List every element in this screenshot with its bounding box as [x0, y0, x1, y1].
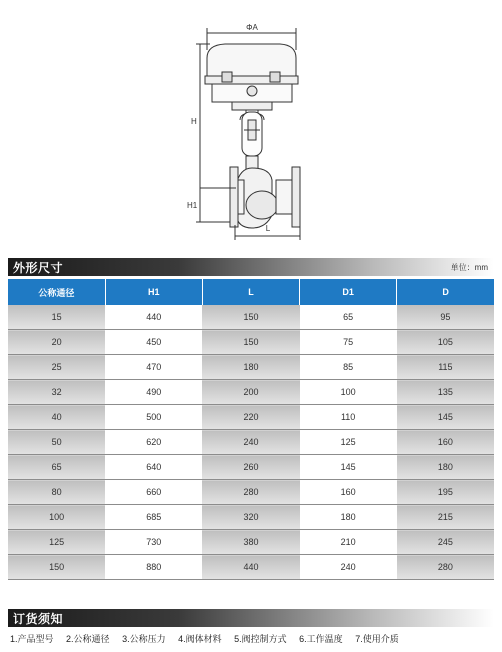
table-row — [8, 305, 494, 330]
order-section-title: 订货须知 — [13, 612, 64, 626]
outlet-flange — [292, 167, 300, 227]
cell-l: 220 — [202, 405, 299, 430]
cell-d1: 65 — [300, 305, 397, 330]
table-row — [8, 480, 494, 505]
order-item: 6.工作温度 — [299, 634, 343, 644]
cell-d1: 210 — [300, 530, 397, 555]
label-h1: H1 — [187, 201, 198, 210]
order-section-header — [8, 609, 494, 627]
cell-nominal-diameter: 32 — [8, 380, 105, 405]
cell-d1: 180 — [300, 505, 397, 530]
order-item: 4.阀体材料 — [178, 634, 222, 644]
column-header-h1: H1 — [105, 279, 202, 305]
table-row — [8, 405, 494, 430]
table-row — [8, 455, 494, 480]
cell-d: 95 — [397, 305, 494, 330]
cell-h1: 500 — [105, 405, 202, 430]
cell-nominal-diameter: 125 — [8, 530, 105, 555]
cell-h1: 470 — [105, 355, 202, 380]
cell-d1: 85 — [300, 355, 397, 380]
cell-l: 150 — [202, 330, 299, 355]
cell-nominal-diameter: 150 — [8, 555, 105, 580]
cell-nominal-diameter: 100 — [8, 505, 105, 530]
dimensions-table — [8, 279, 494, 580]
cell-d1: 240 — [300, 555, 397, 580]
order-item: 3.公称压力 — [122, 634, 166, 644]
order-items-list — [10, 632, 409, 645]
cell-nominal-diameter: 65 — [8, 455, 105, 480]
cell-h1: 450 — [105, 330, 202, 355]
column-header-nominal-diameter: 公称通径 — [8, 279, 105, 305]
cell-l: 200 — [202, 380, 299, 405]
cell-l: 280 — [202, 480, 299, 505]
actuator-indicator — [247, 86, 257, 96]
unit-note: 单位：mm — [450, 263, 488, 272]
cell-d: 135 — [397, 380, 494, 405]
cell-d1: 110 — [300, 405, 397, 430]
order-item: 7.使用介质 — [355, 634, 399, 644]
dimensions-section-title: 外形尺寸 — [13, 261, 64, 275]
cell-h1: 490 — [105, 380, 202, 405]
cell-nominal-diameter: 20 — [8, 330, 105, 355]
cell-h1: 620 — [105, 430, 202, 455]
column-header-l: L — [202, 279, 299, 305]
label-phi-a: ΦA — [246, 23, 258, 32]
cell-h1: 640 — [105, 455, 202, 480]
order-item: 1.产品型号 — [10, 634, 54, 644]
valve-technical-drawing — [0, 0, 502, 250]
label-l: L — [265, 224, 271, 233]
cell-d: 180 — [397, 455, 494, 480]
column-header-d: D — [397, 279, 494, 305]
table-row — [8, 380, 494, 405]
cell-d1: 75 — [300, 330, 397, 355]
actuator-rim — [205, 76, 298, 84]
cell-d: 105 — [397, 330, 494, 355]
cell-d1: 125 — [300, 430, 397, 455]
cell-nominal-diameter: 25 — [8, 355, 105, 380]
dimensions-section-header — [8, 258, 494, 276]
cell-d: 115 — [397, 355, 494, 380]
cell-d: 195 — [397, 480, 494, 505]
cell-l: 150 — [202, 305, 299, 330]
cell-l: 380 — [202, 530, 299, 555]
cell-l: 180 — [202, 355, 299, 380]
table-header-row — [8, 279, 494, 305]
order-item: 2.公称通径 — [66, 634, 110, 644]
cell-l: 240 — [202, 430, 299, 455]
table-row — [8, 430, 494, 455]
column-header-d1: D1 — [300, 279, 397, 305]
inlet-flange — [230, 167, 238, 227]
cell-h1: 730 — [105, 530, 202, 555]
cell-l: 320 — [202, 505, 299, 530]
actuator-cover — [207, 44, 296, 78]
cell-d: 145 — [397, 405, 494, 430]
cell-d: 215 — [397, 505, 494, 530]
cell-nominal-diameter: 50 — [8, 430, 105, 455]
table-row — [8, 555, 494, 580]
cell-d: 280 — [397, 555, 494, 580]
table-row — [8, 330, 494, 355]
cell-nominal-diameter: 15 — [8, 305, 105, 330]
cell-h1: 440 — [105, 305, 202, 330]
cell-d1: 100 — [300, 380, 397, 405]
cell-d1: 145 — [300, 455, 397, 480]
cell-l: 440 — [202, 555, 299, 580]
cell-d: 160 — [397, 430, 494, 455]
label-h: H — [191, 117, 197, 126]
table-row — [8, 530, 494, 555]
cell-l: 260 — [202, 455, 299, 480]
cell-d: 245 — [397, 530, 494, 555]
table-row — [8, 355, 494, 380]
cell-h1: 685 — [105, 505, 202, 530]
cell-h1: 660 — [105, 480, 202, 505]
cell-nominal-diameter: 40 — [8, 405, 105, 430]
cell-nominal-diameter: 80 — [8, 480, 105, 505]
cell-d1: 160 — [300, 480, 397, 505]
order-item: 5.阀控制方式 — [234, 634, 287, 644]
cell-h1: 880 — [105, 555, 202, 580]
table-row — [8, 505, 494, 530]
